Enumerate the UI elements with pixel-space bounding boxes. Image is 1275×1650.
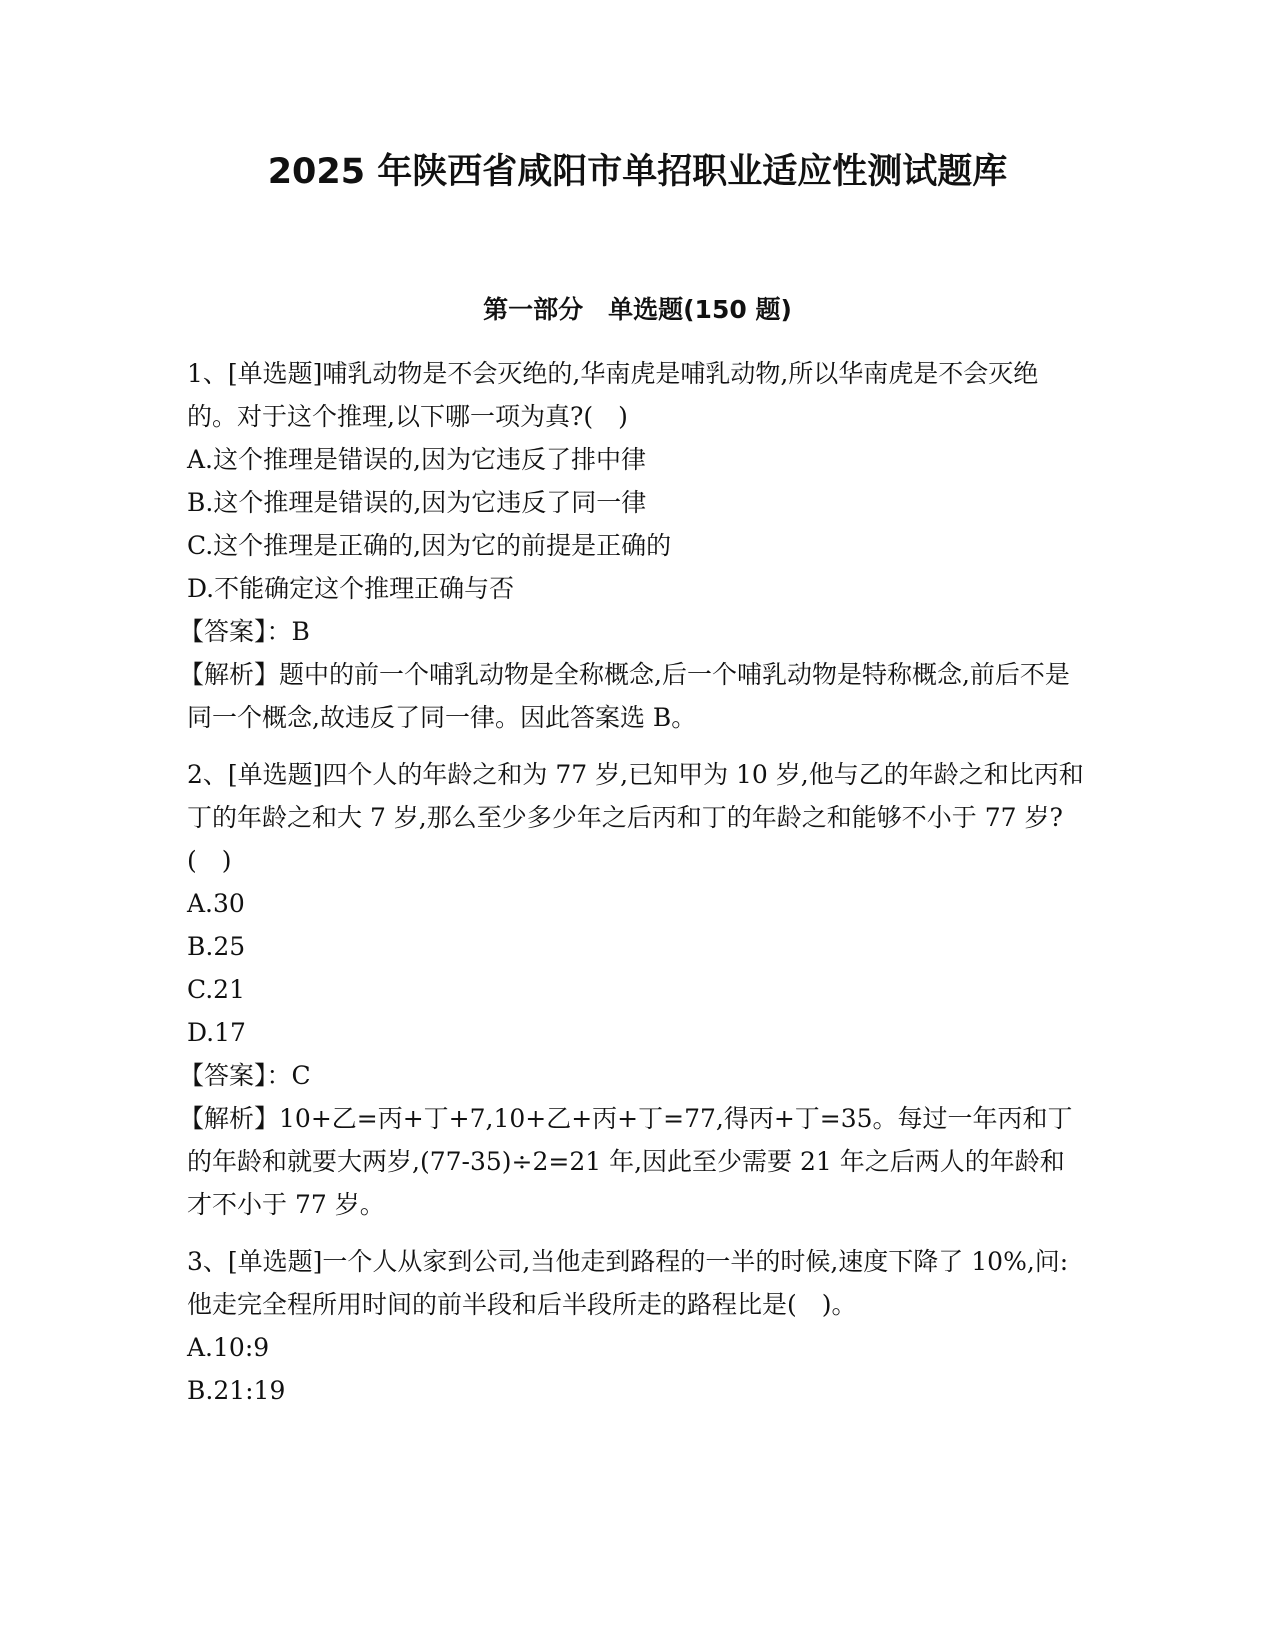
- option-list: [187, 882, 1087, 1054]
- analysis-label: 【解析】: [179, 1104, 280, 1133]
- question-stem: 3、[单选题]一个人从家到公司,当他走到路程的一半的时候,速度下降了 10%,问:他走完全程所用时间的前半段和后半段所走的路程比是( )。: [187, 1247, 1069, 1319]
- analysis-text: 题中的前一个哺乳动物是全称概念,后一个哺乳动物是特称概念,前后不是同一个概念,故违反了同一律。因此答案选 B。: [187, 660, 1070, 732]
- answer-label: 【答案】: [179, 1061, 267, 1090]
- option-a: A.30: [187, 889, 245, 918]
- answer-line: [179, 610, 1087, 653]
- question-stem: 1、[单选题]哺乳动物是不会灭绝的,华南虎是哺乳动物,所以华南虎是不会灭绝的。对于这个推理,以下哪一项为真?( ): [187, 359, 1039, 431]
- question-3: [187, 1240, 1087, 1412]
- option-b: B.这个推理是错误的,因为它违反了同一律: [187, 488, 647, 517]
- question-stem: 2、[单选题]四个人的年龄之和为 77 岁,已知甲为 10 岁,他与乙的年龄之和比丙和丁的年龄之和大 7 岁,那么至少多少年之后丙和丁的年龄之和能够不小于 77 岁?( ): [187, 760, 1084, 875]
- document-title: 2025 年陕西省咸阳市单招职业适应性测试题库: [267, 152, 1008, 192]
- question-list: [179, 352, 1087, 1426]
- option-d: D.17: [187, 1018, 246, 1047]
- option-b: B.21:19: [187, 1376, 286, 1405]
- option-c: C.这个推理是正确的,因为它的前提是正确的: [187, 531, 672, 560]
- answer-value: ：B: [266, 617, 310, 646]
- answer-value: ：C: [266, 1061, 311, 1090]
- question-2: [179, 753, 1087, 1226]
- option-d: D.不能确定这个推理正确与否: [187, 574, 515, 603]
- option-list: [187, 438, 1087, 610]
- analysis-line: [179, 653, 1087, 739]
- option-a: A.这个推理是错误的,因为它违反了排中律: [187, 445, 646, 474]
- section-title: 第一部分 单选题(150 题): [483, 295, 792, 324]
- option-b: B.25: [187, 932, 246, 961]
- option-list: [187, 1326, 1087, 1412]
- option-a: A.10:9: [187, 1333, 270, 1362]
- analysis-line: [179, 1097, 1087, 1226]
- analysis-label: 【解析】: [179, 660, 280, 689]
- option-c: C.21: [187, 975, 245, 1004]
- analysis-text: 10+乙=丙+丁+7,10+乙+丙+丁=77,得丙+丁=35。每过一年丙和丁的年龄和就要大两岁,(77-35)÷2=21 年,因此至少需要 21 年之后两人的年龄和才不小于 77 岁。: [187, 1104, 1073, 1219]
- answer-line: [179, 1054, 1087, 1097]
- answer-label: 【答案】: [179, 617, 267, 646]
- question-1: [179, 352, 1087, 739]
